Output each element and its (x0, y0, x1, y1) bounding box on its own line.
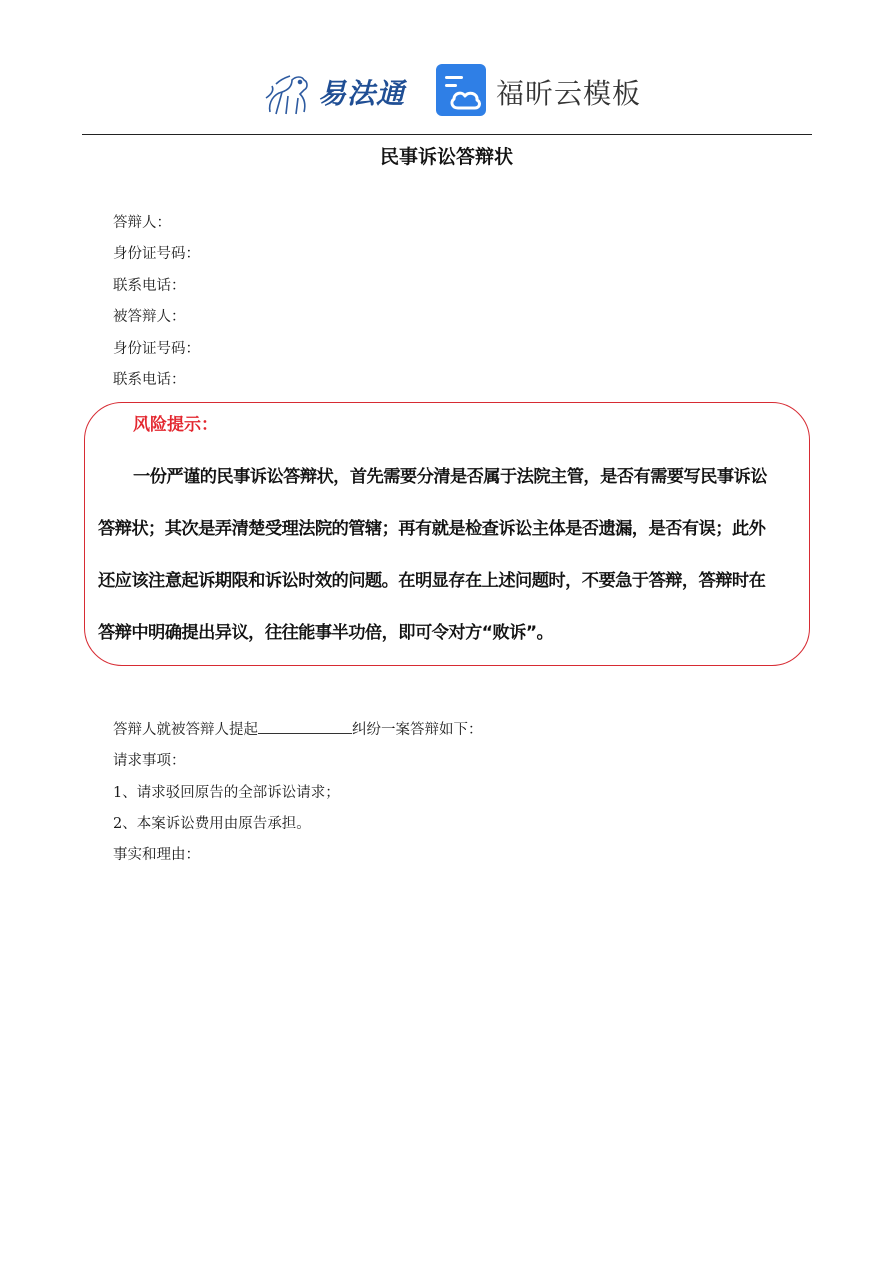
fuxin-logo-text: 福昕云模板 (496, 77, 642, 110)
risk-notice-line: 答辩中明确提出异议，往往能事半功倍，即可令对方“败诉”。 (98, 623, 554, 643)
request-item-1: 1、请求驳回原告的全部诉讼请求； (113, 784, 340, 801)
claimant-label: 被答辩人： (113, 309, 186, 326)
defense-intro-prefix: 答辩人就被答辩人提起 (113, 722, 258, 738)
risk-notice-line: 还应该注意起诉期限和诉讼时效的问题。在明显存在上述问题时，不要急于答辩，答辩时在 (98, 571, 766, 591)
party-info-list (113, 211, 200, 399)
risk-notice-line: 答辩状；其次是弄清楚受理法院的管辖；再有就是检查诉讼主体是否遗漏，是否有误；此外 (98, 519, 766, 539)
respondent-id-label: 身份证号码： (113, 246, 200, 263)
claimant-id-label: 身份证号码： (113, 340, 200, 357)
yifatong-logo-text: 易法通 (318, 77, 406, 110)
respondent-phone-label: 联系电话： (113, 277, 186, 294)
risk-notice-title: 风险提示： (133, 415, 218, 435)
header-logos (0, 56, 893, 126)
dispute-type-blank[interactable] (258, 719, 352, 734)
fuxin-cloud-logo-icon (436, 64, 486, 116)
risk-notice-line: 一份严谨的民事诉讼答辩状，首先需要分清是否属于法院主管，是否有需要写民事诉讼 (133, 467, 767, 487)
defense-intro (113, 718, 483, 749)
request-item-2: 2、本案诉讼费用由原告承担。 (113, 815, 311, 832)
facts-heading: 事实和理由： (113, 847, 200, 864)
respondent-label: 答辩人： (113, 215, 171, 231)
defense-body (113, 718, 483, 874)
header-divider (82, 134, 812, 135)
document-title: 民事诉讼答辩状 (379, 146, 513, 168)
request-heading: 请求事项： (113, 753, 186, 770)
defense-intro-suffix: 纠纷一案答辩如下： (352, 722, 483, 738)
claimant-phone-label: 联系电话： (113, 371, 186, 388)
